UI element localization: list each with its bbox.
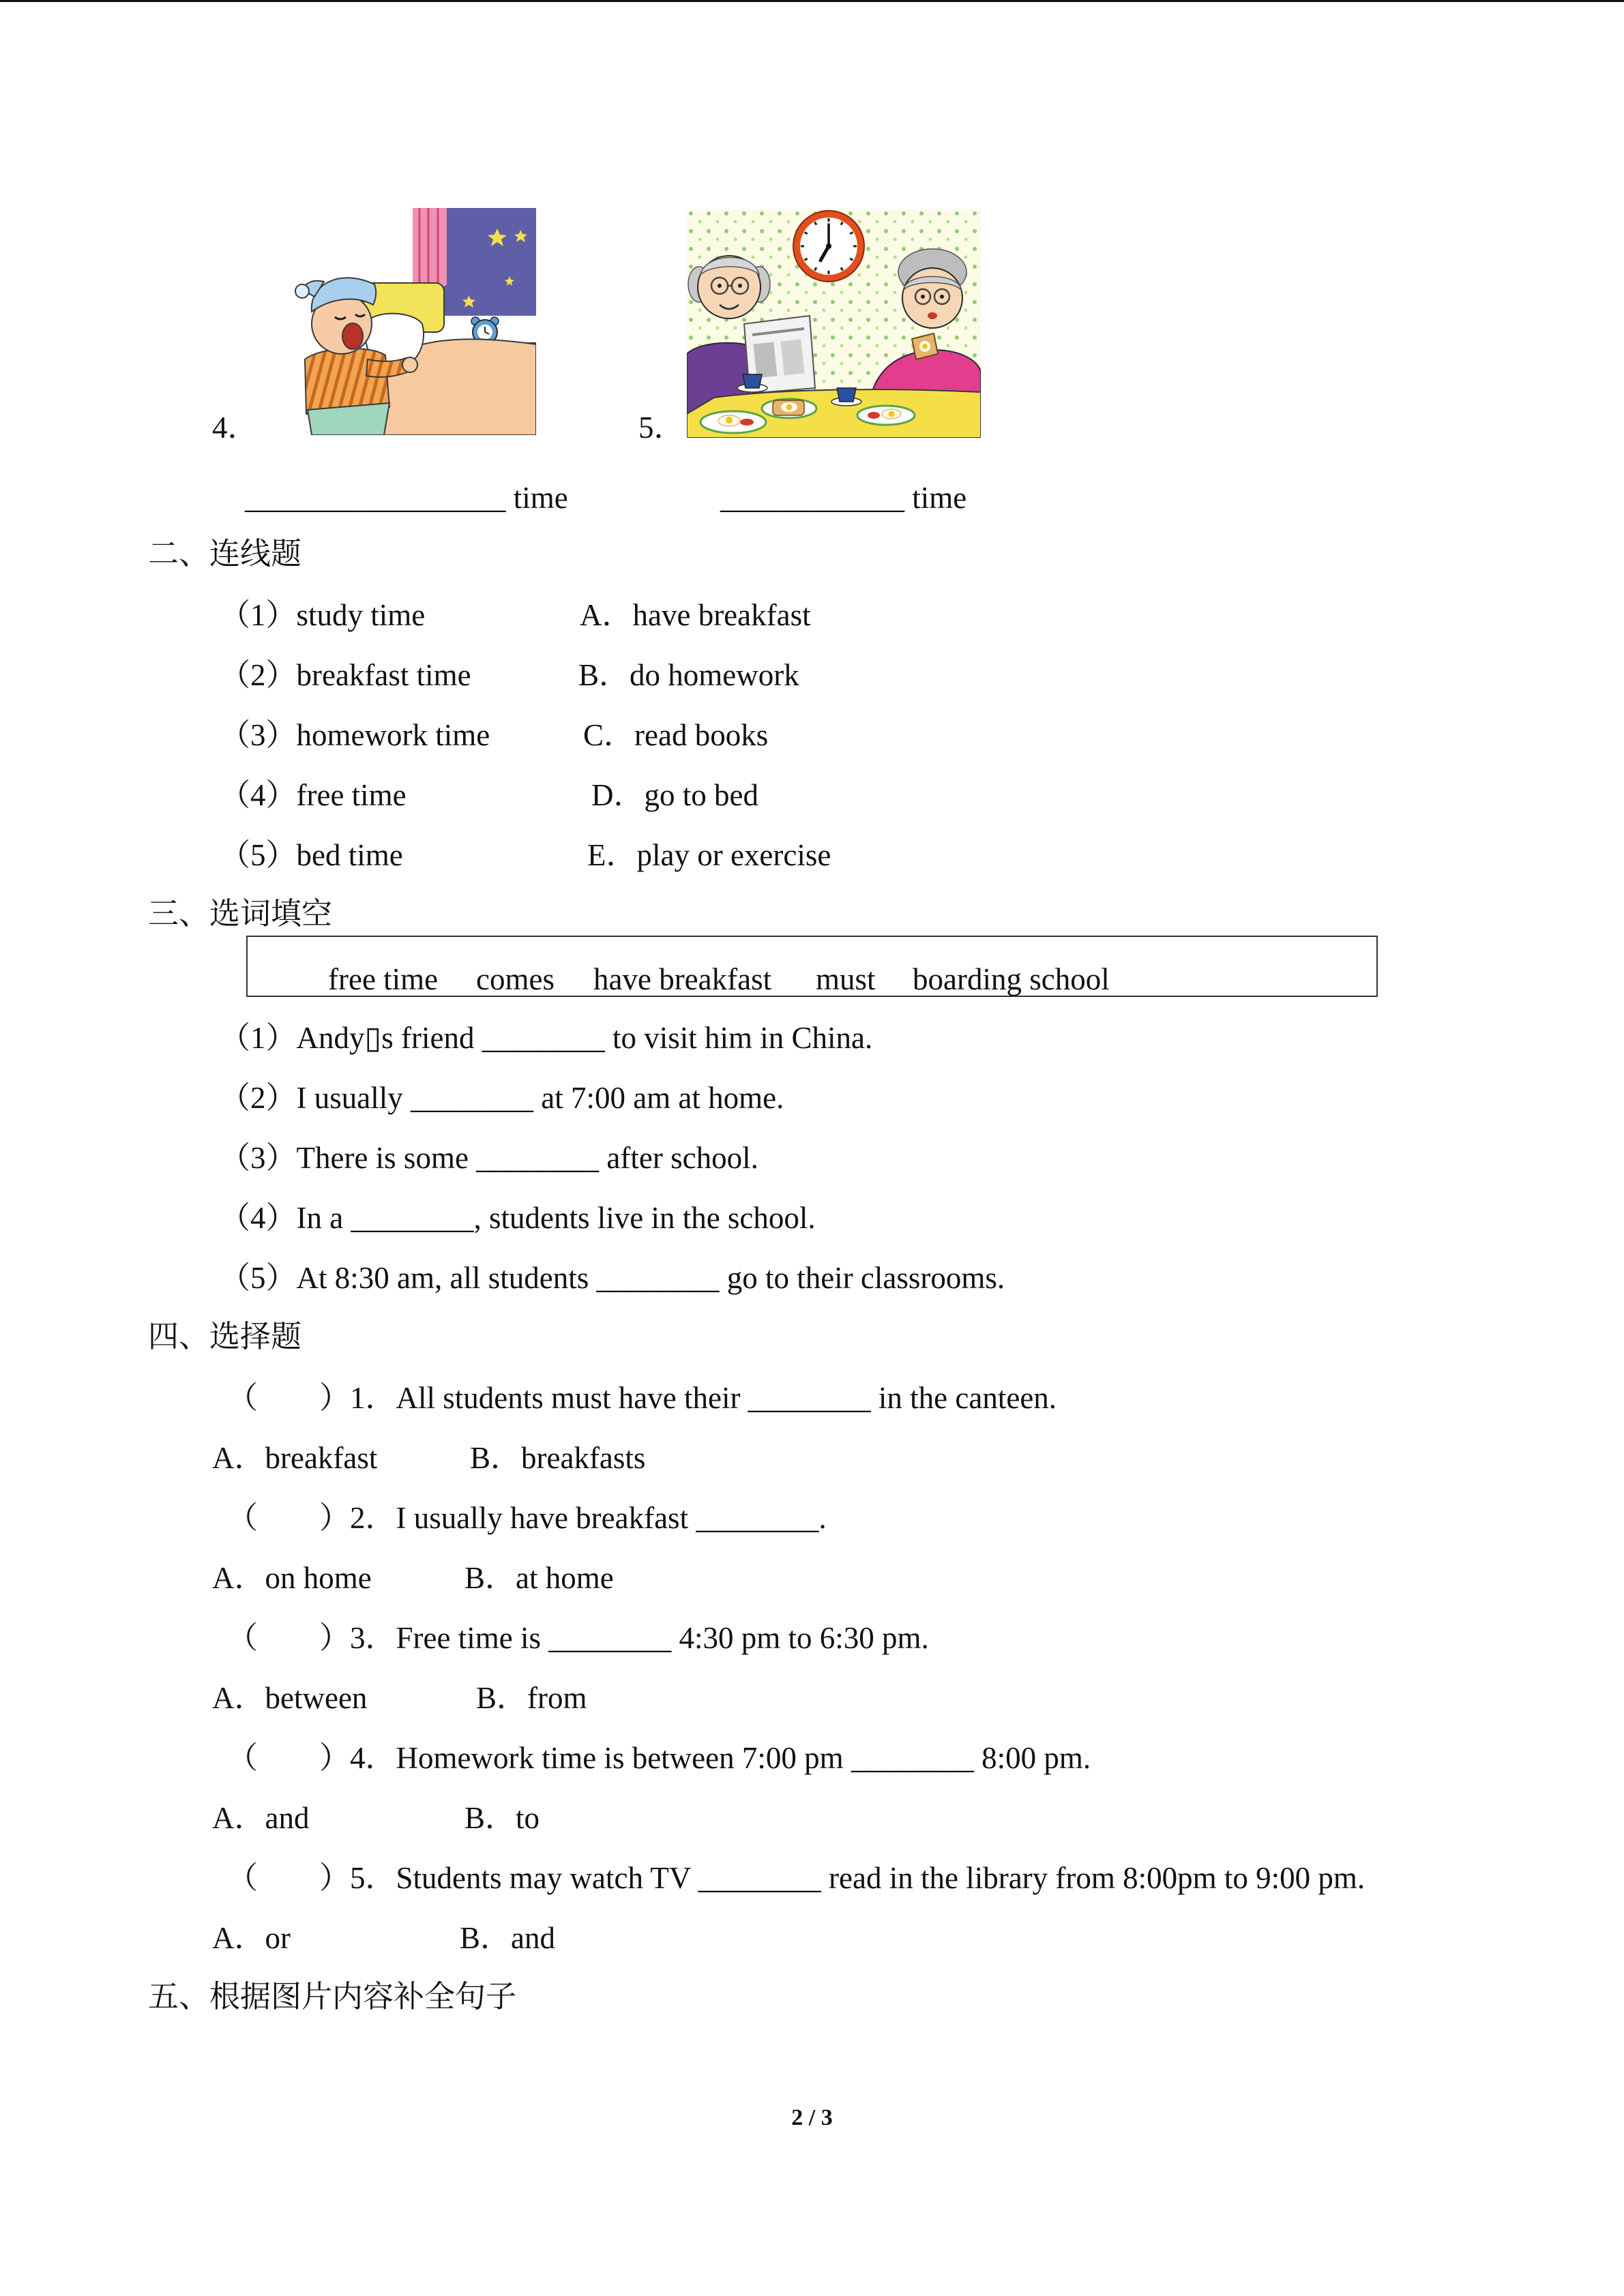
word-bank-item: must: [816, 962, 876, 996]
curtain: [413, 208, 447, 292]
question-stem: （ ）1．All students must have their ________ in the canteen.: [227, 1381, 1057, 1415]
word-bank-item: boarding school: [913, 962, 1110, 996]
option-a: A．on home: [212, 1561, 372, 1595]
fill-blank-sentence: （5）At 8:30 am, all students ________ go to their classrooms.: [220, 1261, 1005, 1295]
option-a: A．or: [212, 1921, 291, 1955]
breakfast-illustration: [687, 209, 981, 438]
question-stem: （ ）4．Homework time is between 7:00 pm ________ 8:00 pm.: [227, 1741, 1091, 1775]
question-stem: （ ）2．I usually have breakfast ________.: [227, 1501, 827, 1535]
section-4-title: 四、选择题: [148, 1320, 302, 1354]
option-b: B．at home: [464, 1561, 614, 1595]
answer-blank: _________________: [245, 481, 506, 515]
option-b: B．from: [476, 1681, 587, 1715]
page-number: 2 / 3: [791, 2105, 833, 2130]
answer-blank: ____________: [720, 481, 904, 515]
picture-4-answer-line: [245, 480, 568, 516]
match-left-item: （1）study time: [220, 598, 426, 632]
answer-suffix: time: [513, 481, 568, 515]
section-2-title: 二、连线题: [148, 537, 302, 571]
word-bank-item: free time: [328, 962, 439, 996]
option-a: A．breakfast: [212, 1441, 378, 1475]
match-right-item: E．play or exercise: [587, 838, 831, 872]
option-a: A．and: [212, 1801, 310, 1835]
match-left-item: （5）bed time: [220, 838, 403, 872]
picture-number-5: 5．: [638, 411, 685, 445]
option-a: A．between: [212, 1681, 368, 1715]
wall-clock-icon: [793, 211, 864, 282]
word-bank-item: have breakfast: [593, 962, 772, 996]
match-left-item: （4）free time: [220, 778, 407, 812]
option-b: B．to: [464, 1801, 540, 1835]
fill-blank-sentence: （1）Andy▯s friend ________ to visit him in China.: [220, 1021, 873, 1055]
plate: [857, 406, 915, 425]
bedtime-illustration: [293, 208, 536, 435]
night-window: [438, 208, 536, 316]
question-stem: （ ）3．Free time is ________ 4:30 pm to 6:30 pm.: [227, 1621, 929, 1655]
option-b: B．and: [460, 1921, 555, 1955]
picture-number-4: 4．: [212, 411, 259, 445]
match-right-item: B．do homework: [578, 658, 799, 692]
fill-blank-sentence: （3）There is some ________ after school.: [220, 1141, 758, 1175]
answer-suffix: time: [912, 481, 967, 515]
yawning-mouth: [342, 323, 363, 349]
fill-blank-sentence: （2）I usually ________ at 7:00 am at home.: [220, 1081, 784, 1115]
section-3-title: 三、选词填空: [148, 897, 333, 931]
section-5-title: 五、根据图片内容补全句子: [148, 1980, 517, 2014]
option-b: B．breakfasts: [470, 1441, 646, 1475]
page-top-border: [0, 0, 1624, 2]
match-left-item: （2）breakfast time: [220, 658, 471, 692]
match-right-item: C．read books: [583, 718, 769, 752]
nightcap-pompom: [295, 284, 309, 298]
match-left-item: （3）homework time: [220, 718, 490, 752]
match-right-item: D．go to bed: [591, 778, 758, 812]
question-stem: （ ）5．Students may watch TV ________ read in the library from 8:00pm to 9:00 pm.: [227, 1861, 1365, 1895]
hand: [402, 357, 417, 372]
fill-blank-sentence: （4）In a ________, students live in the school.: [220, 1201, 816, 1235]
picture-5-answer-line: [720, 480, 966, 516]
plate: [700, 411, 766, 433]
word-bank-item: comes: [476, 962, 555, 996]
plate: [762, 399, 816, 418]
match-right-item: A．have breakfast: [580, 598, 811, 632]
word-bank-box: [246, 936, 1378, 997]
